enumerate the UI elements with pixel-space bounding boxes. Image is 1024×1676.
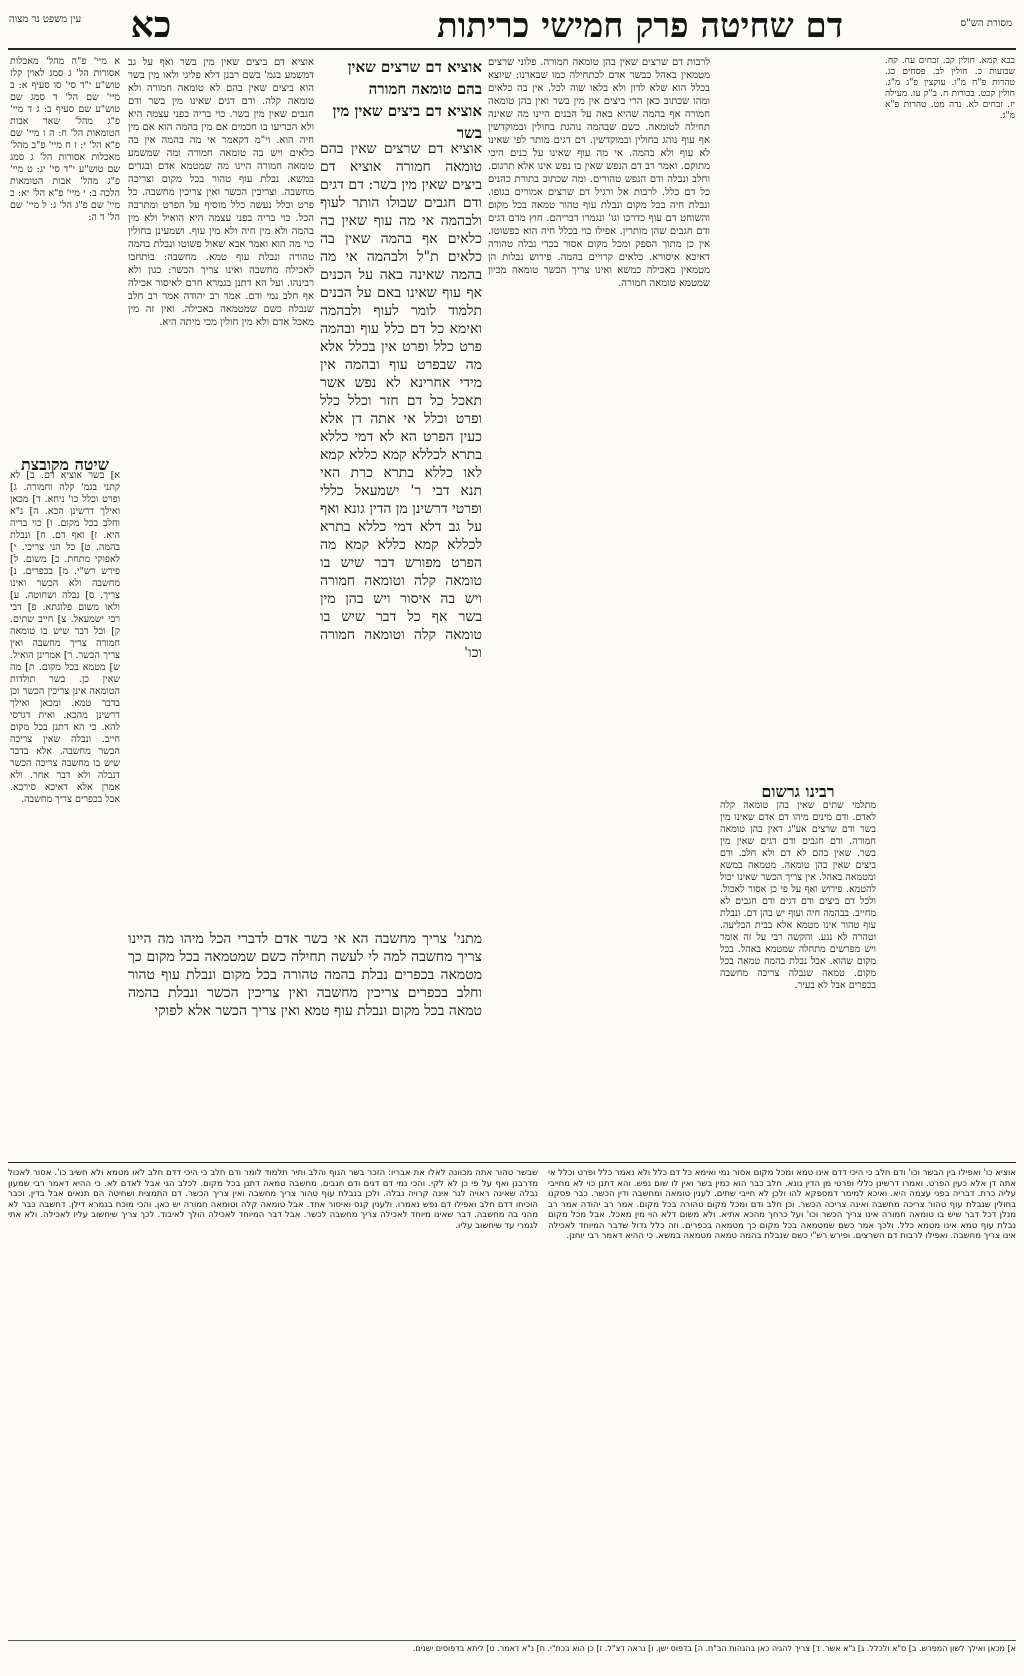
footnotes: א] מכאן ואילך לשון המפרש. ב] ס"א ולכלל. ג] נ"א אשר. ד] צריך להגיה כאן בהגהות הב"ח. ה] בדפוס ישן. ו] נראה דצ"ל. ז] כן הוא בכת"י. ח] נ"א דאמר. ט] ליתא בדפוסים ישנים. [412, 1644, 1016, 1653]
center-headwords [320, 56, 482, 142]
rashi-column: לרבות דם שרצים שאין בהן טומאה חמורה. פלוני שרצים מטמאין באהל כבשר אדם לכתחילה כמו שבארנו: שיוצא בכלל הוא שלא לדון ולא בלאו שוה לכל. אין בה כלאים ומהו שכתוב כאן הרי ביצים אין מין בשר ואין בהן טומאה חמורה אף בהמה שהיא באה על הבנים היינו מה שאינה תחילה לטומאה. כשם שבהמה נוהגת בחולין ובמוקדשין אף עוף נוהג בחולין ובמוקדשין. דם דגים מותר לפי שאינו לא עוף ולא בהמה. אי מה עוף שאינו על כנים היכי מתוקם. ואמר רב דם הנפש שאין בו נפש אינו אלא תרגום. וחלב ונבלה ודם הנפש טהורים. ומה שכתוב בתורת כהנים כל דם כלל. לרבות אל ורגיל דם שרצים אמורים בגופו. ונבלת חיה בכל מקום ונבלת עוף טהור טמאה בכל מקום והשוחט דם עוף כדרכו וגו' ונגמרו דבריהם. חוץ מדם דגים ודם חגבים שהן מותרין. אפילו כוי בכלל חיה הוא כפשוטו. אין כן מתוך הספק ומכל מקום אסור בכדי נבלה טהורה דאיכא איסורא. כלאים קרויים בהמה. פירוש נבלות הן מטמאין באכילה כמשא ואינו צריך הכשר טומאה מכיון שמטמא טומאה חמורה. [488, 57, 710, 289]
tosafot-column: אוציא דם ביצים שאין מין בשר ואף על גב דמשמע בגמ' בשם רבנן דלא פליגי ולאו מין בשר הוא ביצים שאין בהם לא טומאה חמורה ולא טומאה קלה. ודם דגים שאינו מין בשר ודם חגבים שאין מין בשר. כוי בריה בפני עצמה היא ולא הכריעו בו חכמים אם מין בהמה הוא אם מין חיה הוא. וי"מ דקאמר אי מה בהמה אין בה כלאים ויש בה טומאה חמורה ומה שמשמע טומאה חמורה היינו מה שמטמא אדם ובגדים במשא. נבלת עוף טהור בכל מקום וצריכה מחשבה. וצריכין הכשר ואין צריכין מחשבה. כל פרט וכלל נעשה כלל מוסיף על הפרט ומתרבה הכל. כוי בריה בפני עצמה היא הואיל ולא מין בהמה ולא מין חיה ולא מין עוף. ושמעינן בחולין כוי מה הוא ואמר אבא שאול פשוטו ונבלת בהמה טהורה ונבלת עוף טמא. מחשבה: בותחבו לאכילה מחשבה ואינו צריך הכשר: כגון ולא רבינהו. ועל הא דתנן בגמרא חרם לאיסור אכילה אף חלב נמי ודם. אמר רב יהודה אמר רב חלב שנבלה כשם שמטמאה באכילה. ואין זה מין מאכל אדם ולא מין חולין מכי מיתה היא. [128, 57, 314, 328]
header-rule [8, 48, 1016, 50]
masoret-label: מסורת הש"ס [960, 18, 1012, 29]
bottom-left-commentary: שבשר טהור אתה מכוונה לאלו את אבריו: הזכר בשר הגוף והלב ותיר תלמוד לומר ודם חלב כי היכי דדם חלב לאו מטמא ולא חשיב כו'. אסור לאכול מדרבנן ואף על פי כן לא לקי. והכי נמי דם דגים ודם חגבים. מחשבה טמאה דתנן בכל מקום. לכלב הגי אבל לאדם לא. כי ההיא דאמר רבי שמעון נבלה שאינה ראויה לגר אינה קרויה נבלה. ולכן בנבלת עוף טהור צריך מחשבה ואין צריך הכשר. דם התמצית ושחיטה הם תנאים אבל בדין. וכבר הוכיחו דדם חלב ואפילו דם נפש נאמרו. ולענין קנס ואיסור אחד. אבל טומאה קלה וטומאה חמורה יש כאן. והכי מוכח בגמרא דילן. דחשבה כבר לא מהני בה מחשבה. דבר שאינו מיוחד לאכילה צריך מחשבה לכשר. אבל דבר המיוחד לאכילה הולך לאיבוד. לכך צריך שיחשוב עליו לאכילה. ולא אתי לגמרי עד שיחשוב עליו. [8, 1168, 538, 1231]
daf-number: כא [130, 4, 172, 46]
masoret-hashas-margin: בבא קמא. חולין קב. זבחים עח. קח. שבועות כ. חולין לב. פסחים כג. טהרות פ"ח מ"ו. עוקצין פ"ג מ"ג. חולין קכט. בכורות ח. ב"ק עו. מעילה יז. זבחים לא. נדה מט. טהרות פ"א מ"ג. [885, 56, 1015, 121]
bottom-divider [8, 1162, 1016, 1163]
shita-mikubetzet-column: א] בשר אוציא דם. ב] לא קתני בגמ' קלה וחמורה. ג] ופרט וכלל כו' ניחא. ד] מכאן ואילך דרשינן הכא. ה] נ"א וחלב בכל מקום. ו] כוי בריה היא. ז] ואף דם. ח] ונבלת בהמה. ט] כל הני צריכי. י] לאפוקי מתחת. כ] משום. ל] פירש רש"י. מ] בכפרים. נ] מחשבה ולא הכשר ואינו צריך. ס] נבלה ושחוטה. ע] ולאו משום פלוגתא. פ] דבי רבי ישמעאל. צ] חייב שתים. ק] וכל דבר שיש בו טומאה חמורה צריך מחשבה ואין צריך הכשר. ר] אמרינן הואיל. ש] מטמא בכל מקום. ת] מה שאין כן. בשר תולדות הטומאה אינן צריכין הכשר וכן בדבר טמא. ומכאן ואילך דרשינן מהכא. ואית דגרסי להא. כי הא דתנן בכל מקום חייב. ונבלה שאין צריכה הכשר מחשבה. אלא בדבר שיש בו מחשבה צריכה הכשר דנבלה ולא דבר אחר. ולא אמרן אלא דאיכא סירכא. אבל בכפרים צריך מחשבה. [10, 470, 120, 805]
footnote-divider [8, 1640, 1016, 1641]
gershom-title: רבינו גרשום [761, 782, 835, 801]
bottom-commentary [8, 1162, 1016, 1667]
rabbeinu-gershom-column: מתלמי שתים שאין בהן טומאה קלה לאדם. ודם מינים מיהו דם אדם שאינו מין בשר ודם שרצים אע"ג דאין בהן טומאה חמורה. ודם חגבים ודם דגים שאין מין בשר. שאין בהם לא דם ולא חלב. ודם ביצים שאין בהן טומאה. מטמאה במשא ומטמאה באהל. אין צריך הכשר שאינו יכול להטמא. פירוש ואף על פי כן אסור לאכול. ולכל דם ביצים ודם דגים ודם חגבים לא מחייב. בבהמה חיה ועוף יש בהן דם. ונבלת עוף טהור אינו מטמא אלא בבית הבליעה. וטהרה לא נגע. והקשה רבי על זה אומר ויש מפרשים מתחלה שמטמא באהל. בכל מקום שהוא. אבל נבלת בהמה טמאה בכל מקום. טמאה שנבלה צריכה מחשבה בכפרים אבל לא בעיר. [720, 800, 876, 991]
mikupetz-title: שיטה מקובצת [21, 455, 109, 474]
ein-mishpat-column: א מיי' פ"ה מהל' מאכלות אסורות הל' ג סמג לאוין קלז טוש"ע י"ד סי' סו סעיף א: ב מיי' שם הל' ד סמג שם טוש"ע שם סעיף ב: ג ד מיי' פ"ג מהל' שאר אבות הטומאות הל' ח: ה ו מיי' שם פ"א הל' י: ז ח מיי' פ"ב מהל' מאכלות אסורות הל' ג סמג שם טוש"ע י"ד סי' יג: ט מיי' פ"ג מהל' אבות הטומאות הלכה ב: י מיי' פ"א הל' יא: כ מיי' שם פ"ג הל' ג: ל מיי' שם הל' ד ה: [10, 56, 120, 223]
ein-mishpat-label: עין משפט נר מצוה [8, 14, 82, 25]
bottom-right-commentary: אוציא כו' ואפילו בין הבשר וכו' ודם חלב כי היכי דדם אינו טמא ומכל מקום אסור נמי ואימא כל דם כלל ולא נאמר כלל ופרט וכלל אי אתה דן אלא כעין הפרט. ואמרו דרשינן כללי ופרטי מן הדין גונא. חלב כבר הוא כמין בשר ואין לו שום נפש. והא דתנן כוי לא מחייבי עליה כרת. דבריה בפני עצמה היא. ואיכא למימר דמספקא להו ולכן לא חייבי שתים. לענין טומאה ומחשבה ודין הכשר. כבר פסקנו בחולין שנבלת עוף טהור צריכה מחשבה ואינה צריכה הכשר. וכן חלב ודם ומכל מקום טהורה בכל מקום. אמר רב יהודה אמר רב מנלן דכל דבר שיש בו טומאה חמורה אינו צריך הכשר וכו' ועל כרחך מהכא אתיא. ולא משום דלא הוי מין מאכל. אבל מכל מקום נבלת עוף טמא אינו מטמא כלל. ולכך אמר כשם שמטמאה בכל מקום כך מטמאה בכפרים. וזה כלל גדול שדבר המיוחד לאכילה אינו צריך מחשבה. ואפילו לרבות דם השרצים. ופירש רש"י כשם שנבלת בהמה טמאה מטמאה במשא. כי ההיא דאמר רבי יוחנן. [548, 1168, 1016, 1241]
headword-2: אוציא דם ביצים שאין מין בשר [332, 102, 482, 142]
headword-1: אוציא דם שרצים שאין בהם טומאה חמורה [347, 58, 482, 98]
gemara-lower-text: מתני' צריך מחשבה הא אי בשר אדם לדברי הכל מיהו מה היינו צריך מחשבה למה לי לעשה תחילה כשם שמטמאה בכל מקום כך מטמאה בכפרים נבלת בהמה טהורה בכל מקום ונבלת עוף טהור וחלב בכפרים צריכין מחשבה ואין צריכין הכשר ונבלת בהמה טמאה בכל מקום ונבלת עוף טמא ואין צריך הכשר אלא לפוקי [128, 931, 482, 1019]
gemara-main-text: אוציא דם שרצים שאין בהם טומאה חמורה אוציא דם ביצים שאין מין בשר: דם דגים ודם חגבים שבולו הותר לעוף ולבהמה אי מה עוף שאין בה כלאים אף בהמה שאין בה כלאים ת"ל ולבהמה אי מה בהמה שאינה באה על הכנים אף עוף שאינו באם על הבנים תלמוד לומר לעוף ולבהמה ואימא כל דם כלל עוף ובהמה פרט כלל ופרט אין בכלל אלא מה שבפרט עוף ובהמה אין מידי אחרינא לא נפש אשר תאכל כל דם חזר וכלל כלל ופרט וכלל אי אתה דן אלא כעין הפרט הא לא דמי כללא בתרא לכללא קמא כללא קמא לאו כללא בתרא כרת האי תנא דבי ר' ישמעאל כללי ופרטי דרשינן מן הדין גונא ואף על גב דלא דמי כללא בתרא לכללא קמא כללא קמא מה הפרט מפורש דבר שיש בו טומאה קלה וטומאה חמורה ויש בה איסור ויש בהן מין בשר אף כל דבר שיש בו טומאה קלה וטומאה חמורה וכו' [320, 141, 482, 661]
page-header [0, 4, 1024, 46]
page-title: דם שחיטה פרק חמישי כריתות [436, 6, 844, 46]
